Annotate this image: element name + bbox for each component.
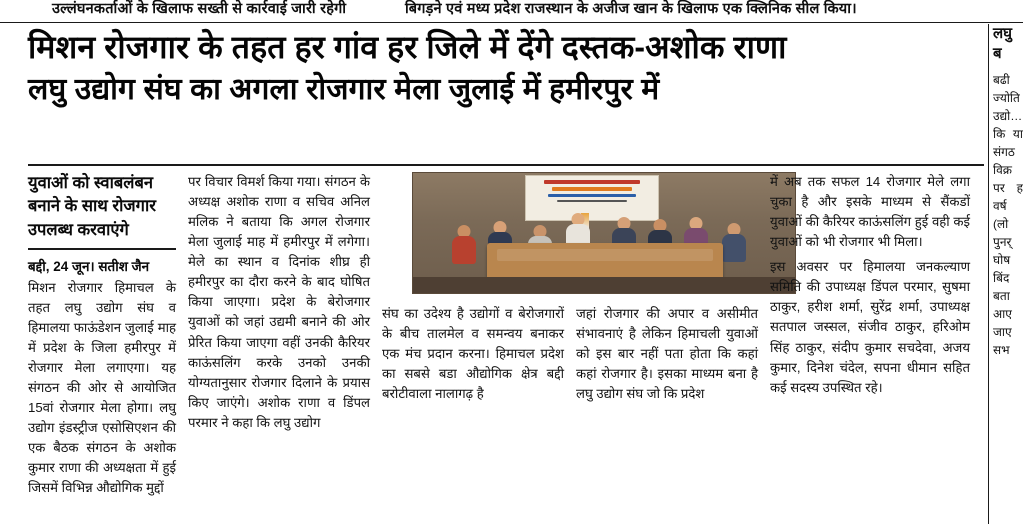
article-columns [28,172,978,520]
top-strip-right-fragment: बिगड़ने एवं मध्य प्रदेश राजस्थान के अजीज खान के खिलाफ एक क्लिनिक सील किया। [405,1,857,17]
column-2 [188,172,382,520]
column-1-paragraph: मिशन रोजगार हिमाचल के तहत लघु उद्योग संघ व हिमालया फाऊंडेशन जुलाई माह में प्रदेश के जिला हमीरपुर में रोजगार मेला लगाएगा। यह संगठन की ओर से आयोजित 15वां रोजगार मेला होगा। लघु उद्योग इंडस्ट्रीज एसोसिएशन की एक बैठक संगठन के अशोक कुमार राणा की अध्यक्षता में हुई जिसमें विभिन्न औद्योगिक मुद्दों [28,279,176,496]
column-4-paragraph: जहां रोजगार की अपार व असीमीत संभावनाएं है लेकिन हिमाचली युवाओं को इस बार नहीं पता होता कि कहां कहां रोजगार है। इसका माध्यम बना है लघु उद्योग संघ जो कि प्रदेश [576,306,758,402]
right-rail-column [988,24,1023,524]
right-rail-heading: लघु ब [993,25,1013,63]
column-4 [576,172,770,520]
headline-line-2: लघु उद्योग संघ का अगला रोजगार मेला जुलाई में हमीरपुर में [28,73,660,107]
dateline [28,257,176,275]
kicker-text: युवाओं को स्वाबलंबन बनाने के साथ रोजगार उपलब्ध करवाएंगे [28,174,156,239]
column-3-paragraph: संघ का उदेश्य है उद्योगों व बेरोजगारों के बीच तालमेल व समन्वय बनाकर एक मंच प्रदान करना। हिमाचल प्रदेश का सबसे बडा औद्योगिक क्षेत्र बद्दी बरोटीवाला नालागढ़ है [382,306,564,402]
byline: सतीश जैन [98,258,150,274]
kicker-divider [28,248,176,250]
column-5-paragraph-1: में अब तक सफल 14 रोजगार मेले लगा चुका है और इसके माध्यम से सैंकडों युवाओं की कैरियर काऊंसलिंग हुई वही कई युवाओं को भी रोजगार भी मिला। [770,174,970,250]
headline-line-1: मिशन रोजगार के तहत हर गांव हर जिले में देंगे दस्तक-अशोक राणा [28,29,787,65]
column-5 [770,172,970,520]
column-3 [382,172,576,520]
column-1 [28,172,188,520]
top-strip-left-fragment: उल्लंघनकर्ताओं के खिलाफ सख्ती से कार्रवाई जारी रहेगी [52,1,347,17]
right-rail-body: बढी ज्योति उद्यो… कि या संगठ विक्र पर ह वर्ष (लो पुनर् घोष बिंद बता आए जाए सभ [993,72,1023,357]
headline-block [28,26,978,110]
column-2-paragraph: पर विचार विमर्श किया गया। संगठन के अध्यक्ष अशोक राणा व सचिव अनिल मलिक ने बताया कि अगल रोजगार मेला जुलाई माह में हमीरपुर में लगेगा। मेले का स्थान व दिनांक शीघ्र ही हमीरपुर का दौरा करने के बाद घोषित किया जाएगा। प्रदेश के बेरोजगार युवाओं को जहां उद्यमी बनाने की ओर प्रेरित किया जाएगा वहीं उनकी कैरियर काऊंसलिंग करके उनको उनकी योग्यतानुसार रोजगार दिलाने के प्रयास किए जाएंगे। अशोक राणा व डिंपल परमार ने कहा कि लघु उद्योग [188,174,370,430]
top-strip [0,0,1023,23]
column-5-paragraph-2: इस अवसर पर हिमालया जनकल्याण समिति की उपाध्यक्ष डिंपल परमार, सुषमा ठाकुर, हरीश शर्मा, सुरेंद्र शर्मा, उपाध्यक्ष सतपाल जस्सल, संजीव ठाकुर, हरिओम सिंह ठाकुर, संदीप कुमार सचदेवा, अजय कुमार, दिनेश चंदेल, सपना धीमान सहित कई सदस्य उपस्थित रहे। [770,259,970,395]
headline-divider [28,164,984,166]
dateline-place-date: बद्दी, 24 जून। [28,258,95,274]
